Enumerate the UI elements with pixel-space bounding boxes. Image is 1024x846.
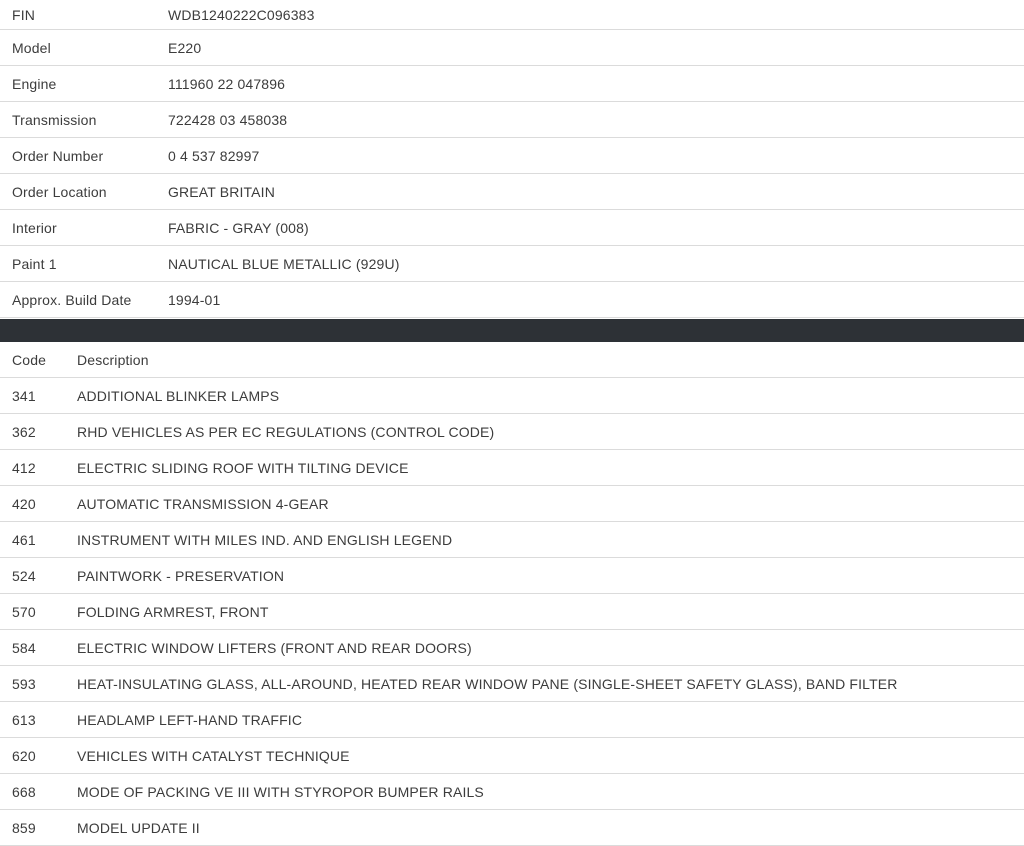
spec-row: [0, 246, 1024, 282]
table-row: [0, 630, 1024, 666]
spec-value: 1994-01: [168, 291, 221, 308]
option-description: INSTRUMENT WITH MILES IND. AND ENGLISH LEGEND: [77, 531, 453, 548]
option-description: RHD VEHICLES AS PER EC REGULATIONS (CONTROL CODE): [77, 423, 495, 440]
spec-label: Approx. Build Date: [12, 291, 132, 308]
option-description: FOLDING ARMREST, FRONT: [77, 603, 269, 620]
option-code: 524: [12, 567, 36, 584]
spec-value: 111960 22 047896: [168, 75, 286, 92]
spec-label: Paint 1: [12, 255, 57, 272]
spec-row: [0, 102, 1024, 138]
option-code: 461: [12, 531, 36, 548]
spec-label: Interior: [12, 219, 57, 236]
table-row: [0, 666, 1024, 702]
spec-value: E220: [168, 39, 202, 56]
option-description: HEAT-INSULATING GLASS, ALL-AROUND, HEATED REAR WINDOW PANE (SINGLE-SHEET SAFETY GLASS), BAND FILTER: [77, 675, 898, 692]
table-row: [0, 738, 1024, 774]
table-row: [0, 558, 1024, 594]
table-row: [0, 378, 1024, 414]
spec-value: 0 4 537 82997: [168, 147, 260, 164]
spec-value: 722428 03 458038: [168, 111, 288, 128]
section-divider-bar: [0, 319, 1024, 342]
option-description: MODE OF PACKING VE III WITH STYROPOR BUMPER RAILS: [77, 783, 484, 800]
option-description: HEADLAMP LEFT-HAND TRAFFIC: [77, 711, 303, 728]
option-code: 420: [12, 495, 36, 512]
option-code: 668: [12, 783, 36, 800]
option-code: 584: [12, 639, 36, 656]
spec-label: Transmission: [12, 111, 97, 128]
option-description: PAINTWORK - PRESERVATION: [77, 567, 285, 584]
spec-row: [0, 30, 1024, 66]
table-row: [0, 450, 1024, 486]
spec-label: Engine: [12, 75, 57, 92]
spec-label: Order Number: [12, 147, 104, 164]
option-code: 570: [12, 603, 36, 620]
spec-row: [0, 0, 1024, 30]
table-row: [0, 522, 1024, 558]
spec-label: Order Location: [12, 183, 107, 200]
description-column-header: Description: [77, 351, 149, 368]
option-description: VEHICLES WITH CATALYST TECHNIQUE: [77, 747, 350, 764]
table-row: [0, 486, 1024, 522]
option-code: 362: [12, 423, 36, 440]
spec-row: [0, 66, 1024, 102]
option-description: MODEL UPDATE II: [77, 819, 200, 836]
option-description: ELECTRIC WINDOW LIFTERS (FRONT AND REAR DOORS): [77, 639, 472, 656]
options-table-header: [0, 342, 1024, 378]
option-code: 341: [12, 387, 36, 404]
option-code: 412: [12, 459, 36, 476]
table-row: [0, 702, 1024, 738]
option-description: ADDITIONAL BLINKER LAMPS: [77, 387, 280, 404]
code-column-header: Code: [12, 351, 47, 368]
spec-value: GREAT BRITAIN: [168, 183, 275, 200]
table-row: [0, 810, 1024, 846]
option-code: 613: [12, 711, 36, 728]
option-description: AUTOMATIC TRANSMISSION 4-GEAR: [77, 495, 329, 512]
spec-value: FABRIC - GRAY (008): [168, 219, 309, 236]
spec-value: NAUTICAL BLUE METALLIC (929U): [168, 255, 400, 272]
option-code: 859: [12, 819, 36, 836]
table-row: [0, 774, 1024, 810]
spec-row: [0, 210, 1024, 246]
spec-value: WDB1240222C096383: [168, 6, 315, 23]
spec-label: Model: [12, 39, 51, 56]
option-codes-section: [0, 342, 1024, 846]
option-code: 593: [12, 675, 36, 692]
table-row: [0, 414, 1024, 450]
spec-label: FIN: [12, 6, 36, 23]
spec-row: [0, 174, 1024, 210]
spec-row: [0, 138, 1024, 174]
table-row: [0, 594, 1024, 630]
option-code: 620: [12, 747, 36, 764]
option-description: ELECTRIC SLIDING ROOF WITH TILTING DEVICE: [77, 459, 409, 476]
spec-row: [0, 282, 1024, 318]
vehicle-info-section: [0, 0, 1024, 318]
